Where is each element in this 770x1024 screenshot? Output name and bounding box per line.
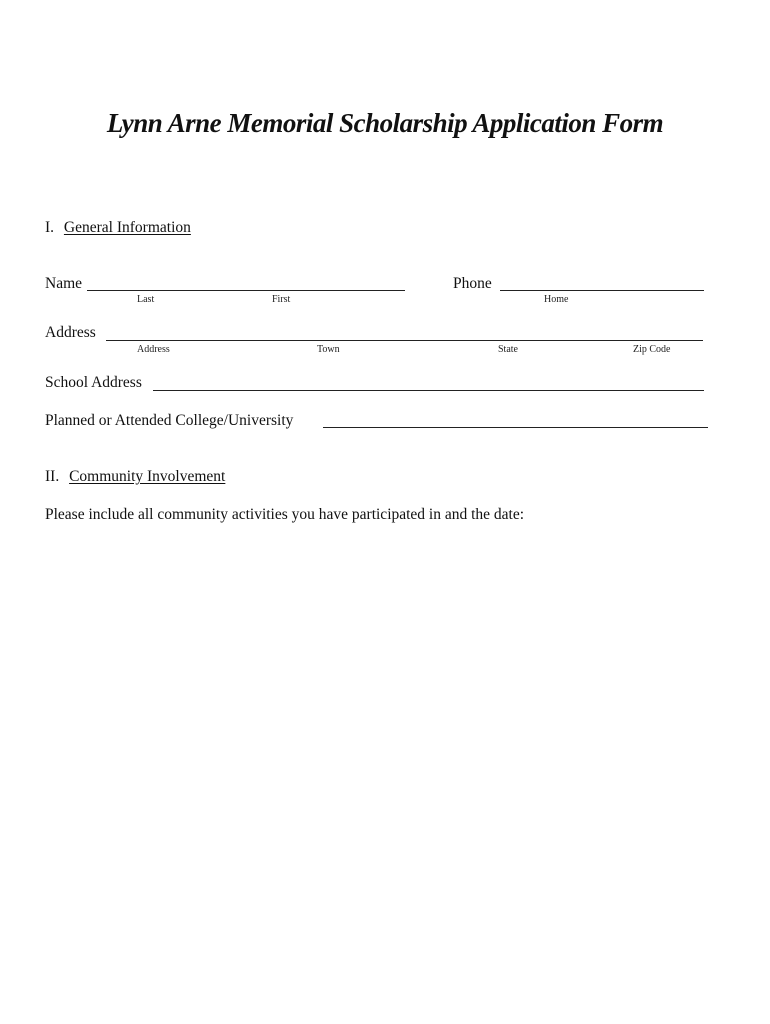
section-1-heading: General Information — [63, 219, 191, 236]
phone-field-line[interactable] — [500, 290, 704, 291]
phone-label: Phone — [453, 275, 492, 292]
college-field-line[interactable] — [323, 427, 708, 428]
school-address-field-line[interactable] — [153, 390, 704, 391]
address-label: Address — [45, 324, 96, 341]
community-prompt: Please include all community activities you have participated in and the date: — [45, 506, 525, 523]
address-state-caption: State — [498, 344, 518, 355]
school-address-label: School Address — [45, 374, 142, 391]
college-label: Planned or Attended College/University — [45, 412, 294, 429]
section-2-number: II. — [45, 468, 60, 485]
phone-home-caption: Home — [544, 294, 569, 305]
address-zip-caption: Zip Code — [633, 344, 671, 355]
community-activities-area[interactable] — [45, 530, 710, 990]
section-2-heading: Community Involvement — [69, 468, 226, 485]
name-first-caption: First — [272, 294, 291, 305]
form-title: Lynn Arne Memorial Scholarship Application Form — [106, 108, 664, 138]
name-label: Name — [45, 275, 83, 292]
address-field-line[interactable] — [106, 340, 703, 341]
name-last-caption: Last — [137, 294, 155, 305]
name-field-line[interactable] — [87, 290, 405, 291]
section-2-header — [45, 468, 225, 486]
address-street-caption: Address — [137, 344, 170, 355]
address-town-caption: Town — [317, 344, 340, 355]
section-1-number: I. — [45, 219, 55, 236]
section-1-header — [45, 219, 191, 237]
